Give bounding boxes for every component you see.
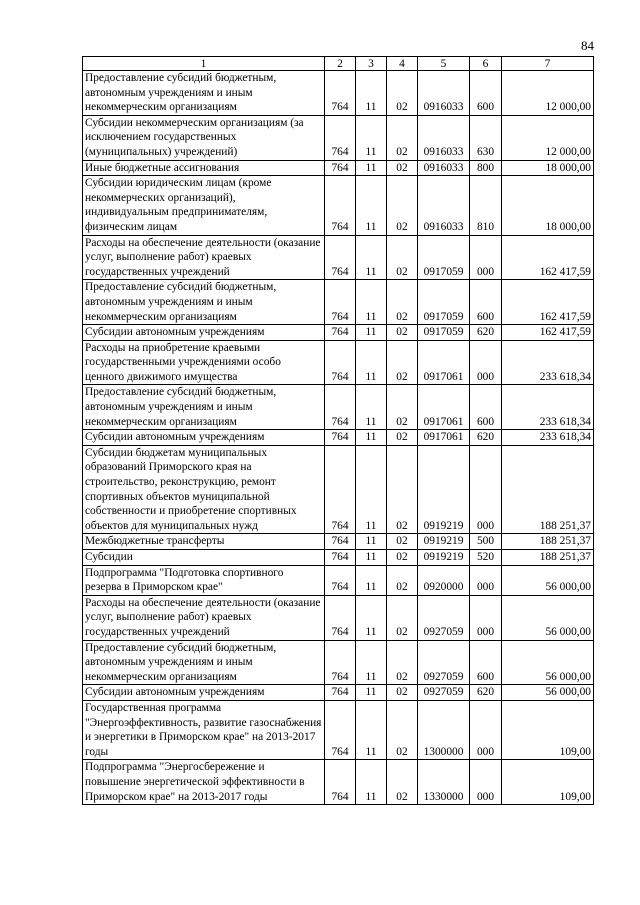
row-code-6: 600: [470, 385, 502, 430]
row-code-6: 000: [470, 700, 502, 759]
row-code-4: 02: [387, 445, 418, 534]
row-code-6: 000: [470, 340, 502, 385]
row-amount: 162 417,59: [502, 280, 594, 325]
row-code-2: 764: [325, 235, 356, 280]
table-row: [83, 115, 594, 160]
row-name: Государственная программа "Энергоэффективность, развитие газоснабжения и энергетики в Приморском крае" на 2013-2017 годы: [83, 700, 325, 759]
row-code-3: 11: [356, 685, 387, 701]
row-code-3: 11: [356, 115, 387, 160]
row-amount: 18 000,00: [502, 176, 594, 235]
row-code-5: 0916033: [418, 160, 470, 176]
row-code-5: 0927059: [418, 595, 470, 640]
row-code-5: 0917061: [418, 385, 470, 430]
row-code-4: 02: [387, 430, 418, 446]
row-name: Расходы на обеспечение деятельности (оказание услуг, выполнение работ) краевых государственных учреждений: [83, 595, 325, 640]
table-row: [83, 71, 594, 116]
table-row: [83, 160, 594, 176]
row-code-4: 02: [387, 71, 418, 116]
row-code-4: 02: [387, 760, 418, 805]
row-code-2: 764: [325, 550, 356, 566]
row-amount: 56 000,00: [502, 640, 594, 685]
table-row: [83, 385, 594, 430]
row-code-6: 000: [470, 445, 502, 534]
row-name: Субсидии юридическим лицам (кроме некоммерческих организаций), индивидуальным предпринимателям, физическим лицам: [83, 176, 325, 235]
table-header-row: [83, 57, 594, 71]
table-body: [83, 71, 594, 805]
table-row: [83, 700, 594, 759]
budget-table: [82, 56, 594, 805]
row-code-3: 11: [356, 325, 387, 341]
row-amount: 233 618,34: [502, 385, 594, 430]
table-row: [83, 595, 594, 640]
table-row: [83, 445, 594, 534]
row-code-5: 0919219: [418, 445, 470, 534]
row-code-6: 630: [470, 115, 502, 160]
row-code-5: 0917059: [418, 280, 470, 325]
row-amount: 12 000,00: [502, 115, 594, 160]
table-row: [83, 640, 594, 685]
row-code-5: 0927059: [418, 640, 470, 685]
row-code-4: 02: [387, 565, 418, 595]
row-code-4: 02: [387, 280, 418, 325]
row-code-4: 02: [387, 595, 418, 640]
row-code-6: 620: [470, 685, 502, 701]
row-code-4: 02: [387, 176, 418, 235]
row-code-3: 11: [356, 280, 387, 325]
row-code-4: 02: [387, 550, 418, 566]
row-code-5: 0927059: [418, 685, 470, 701]
row-name: Подпрограмма "Подготовка спортивного резерва в Приморском крае": [83, 565, 325, 595]
row-code-4: 02: [387, 160, 418, 176]
table-row: [83, 534, 594, 550]
row-code-4: 02: [387, 115, 418, 160]
row-code-3: 11: [356, 340, 387, 385]
table-row: [83, 430, 594, 446]
row-amount: 233 618,34: [502, 430, 594, 446]
page-number: 84: [581, 38, 594, 53]
row-code-5: 0916033: [418, 115, 470, 160]
table-row: [83, 565, 594, 595]
row-amount: 188 251,37: [502, 534, 594, 550]
table-row: [83, 760, 594, 805]
row-code-5: 0917061: [418, 430, 470, 446]
row-code-4: 02: [387, 325, 418, 341]
row-code-3: 11: [356, 235, 387, 280]
row-code-5: 0920000: [418, 565, 470, 595]
row-name: Расходы на обеспечение деятельности (оказание услуг, выполнение работ) краевых государственных учреждений: [83, 235, 325, 280]
row-amount: 12 000,00: [502, 71, 594, 116]
row-code-6: 600: [470, 640, 502, 685]
row-code-2: 764: [325, 160, 356, 176]
row-amount: 188 251,37: [502, 550, 594, 566]
row-code-2: 764: [325, 115, 356, 160]
row-code-5: 0916033: [418, 176, 470, 235]
row-code-4: 02: [387, 385, 418, 430]
row-code-3: 11: [356, 640, 387, 685]
row-code-5: 0916033: [418, 71, 470, 116]
row-code-5: 0919219: [418, 550, 470, 566]
row-amount: 162 417,59: [502, 235, 594, 280]
table-row: [83, 550, 594, 566]
row-code-6: 620: [470, 430, 502, 446]
row-code-3: 11: [356, 534, 387, 550]
row-code-2: 764: [325, 685, 356, 701]
row-name: Предоставление субсидий бюджетным, автономным учреждениям и иным некоммерческим организациям: [83, 71, 325, 116]
row-code-6: 600: [470, 280, 502, 325]
row-code-2: 764: [325, 565, 356, 595]
column-header: 4: [387, 57, 418, 71]
row-code-2: 764: [325, 700, 356, 759]
row-name: Субсидии автономным учреждениям: [83, 685, 325, 701]
table-row: [83, 176, 594, 235]
row-name: Расходы на приобретение краевыми государственными учреждениями особо ценного движимого имущества: [83, 340, 325, 385]
row-code-6: 600: [470, 71, 502, 116]
table-row: [83, 685, 594, 701]
column-header: 5: [418, 57, 470, 71]
row-code-3: 11: [356, 595, 387, 640]
column-header: 3: [356, 57, 387, 71]
column-header: 2: [325, 57, 356, 71]
row-name: Предоставление субсидий бюджетным, автономным учреждениям и иным некоммерческим организациям: [83, 280, 325, 325]
row-amount: 109,00: [502, 700, 594, 759]
row-code-5: 0919219: [418, 534, 470, 550]
row-code-2: 764: [325, 534, 356, 550]
row-code-3: 11: [356, 385, 387, 430]
column-header: 6: [470, 57, 502, 71]
column-header: 7: [502, 57, 594, 71]
row-amount: 56 000,00: [502, 685, 594, 701]
row-code-4: 02: [387, 235, 418, 280]
row-name: Межбюджетные трансферты: [83, 534, 325, 550]
row-code-3: 11: [356, 700, 387, 759]
row-code-2: 764: [325, 340, 356, 385]
row-name: Субсидии некоммерческим организациям (за исключением государственных (муниципальных) учреждений): [83, 115, 325, 160]
row-name: Подпрограмма "Энергосбережение и повышение энергетической эффективности в Приморском крае" на 2013-2017 годы: [83, 760, 325, 805]
table-row: [83, 340, 594, 385]
row-code-4: 02: [387, 340, 418, 385]
row-code-3: 11: [356, 565, 387, 595]
row-code-3: 11: [356, 430, 387, 446]
row-code-3: 11: [356, 160, 387, 176]
row-code-6: 000: [470, 760, 502, 805]
row-code-2: 764: [325, 445, 356, 534]
row-code-5: 1300000: [418, 700, 470, 759]
row-amount: 56 000,00: [502, 595, 594, 640]
row-name: Субсидии автономным учреждениям: [83, 430, 325, 446]
row-code-2: 764: [325, 595, 356, 640]
row-amount: 233 618,34: [502, 340, 594, 385]
row-code-3: 11: [356, 550, 387, 566]
row-code-2: 764: [325, 176, 356, 235]
row-amount: 162 417,59: [502, 325, 594, 341]
table-row: [83, 280, 594, 325]
row-code-5: 1330000: [418, 760, 470, 805]
row-code-3: 11: [356, 760, 387, 805]
row-amount: 56 000,00: [502, 565, 594, 595]
column-header: 1: [83, 57, 325, 71]
row-code-6: 500: [470, 534, 502, 550]
row-code-6: 620: [470, 325, 502, 341]
row-code-6: 520: [470, 550, 502, 566]
row-code-4: 02: [387, 685, 418, 701]
table-row: [83, 235, 594, 280]
row-code-5: 0917059: [418, 235, 470, 280]
row-code-2: 764: [325, 385, 356, 430]
row-name: Субсидии автономным учреждениям: [83, 325, 325, 341]
row-code-4: 02: [387, 640, 418, 685]
row-name: Предоставление субсидий бюджетным, автономным учреждениям и иным некоммерческим организациям: [83, 385, 325, 430]
row-code-3: 11: [356, 71, 387, 116]
row-code-5: 0917059: [418, 325, 470, 341]
row-code-2: 764: [325, 71, 356, 116]
row-code-6: 000: [470, 565, 502, 595]
row-code-3: 11: [356, 445, 387, 534]
row-amount: 188 251,37: [502, 445, 594, 534]
row-code-2: 764: [325, 760, 356, 805]
row-code-6: 000: [470, 595, 502, 640]
row-code-2: 764: [325, 430, 356, 446]
row-amount: 18 000,00: [502, 160, 594, 176]
row-code-4: 02: [387, 700, 418, 759]
row-name: Предоставление субсидий бюджетным, автономным учреждениям и иным некоммерческим организациям: [83, 640, 325, 685]
row-code-2: 764: [325, 325, 356, 341]
row-code-2: 764: [325, 280, 356, 325]
row-amount: 109,00: [502, 760, 594, 805]
row-code-2: 764: [325, 640, 356, 685]
table-row: [83, 325, 594, 341]
row-code-6: 000: [470, 235, 502, 280]
row-code-5: 0917061: [418, 340, 470, 385]
row-name: Субсидии бюджетам муниципальных образований Приморского края на строительство, реконструкцию, ремонт спортивных объектов муниципальной собственности и приобретение спортивных объектов для муниципальных нужд: [83, 445, 325, 534]
row-name: Субсидии: [83, 550, 325, 566]
row-code-6: 810: [470, 176, 502, 235]
row-name: Иные бюджетные ассигнования: [83, 160, 325, 176]
row-code-3: 11: [356, 176, 387, 235]
row-code-4: 02: [387, 534, 418, 550]
row-code-6: 800: [470, 160, 502, 176]
